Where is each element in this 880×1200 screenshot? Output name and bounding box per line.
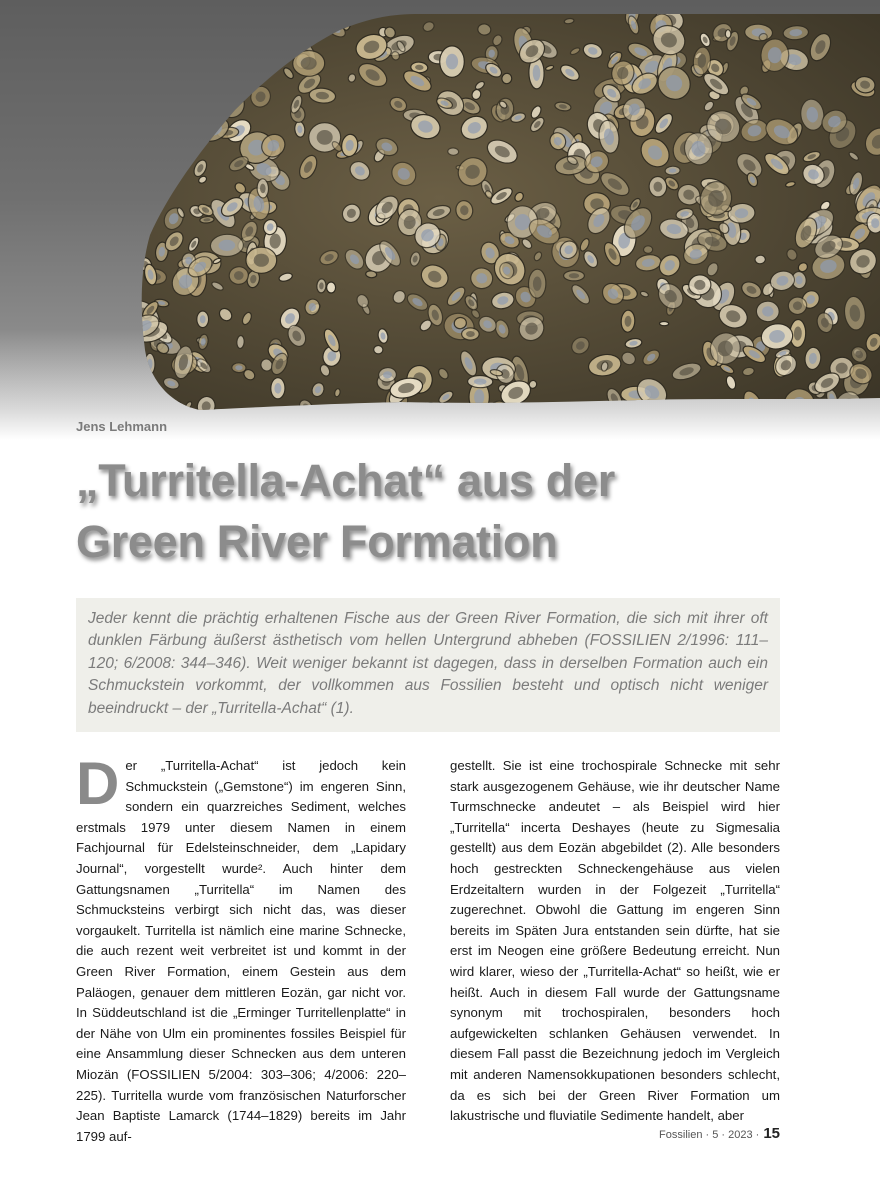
shell-chamber [200,315,206,323]
body-text-left [76,750,406,1147]
shell-section [266,68,275,73]
shell-section [169,113,187,136]
shell-chamber [229,52,249,71]
shell-chamber [256,29,269,41]
shell-chamber [143,184,151,197]
shell-section [161,94,186,120]
shell-chamber [203,87,219,99]
shell-chamber [201,27,212,39]
shell-chamber [344,17,349,26]
author-name: Jens Lehmann [76,419,168,434]
shell-section [139,17,152,25]
title-line-2: Green River Formation [76,516,558,567]
shell-chamber [152,145,166,156]
shell-chamber [474,389,484,405]
shell-chamber [316,7,337,27]
shell-section [327,282,336,293]
shell-chamber [137,46,150,58]
turritella-agate-slab-image [0,0,880,440]
shell-section [744,398,756,410]
shell-section [131,40,157,64]
shell-chamber [193,21,212,39]
shell-section [249,23,275,48]
abstract-box [76,598,780,732]
shell-chamber [154,50,172,67]
shell-section [236,335,244,348]
page-number: 15 [763,1125,780,1142]
shell-chamber [163,38,175,50]
shell-chamber [492,403,503,414]
shell-section [159,70,169,78]
shell-chamber [569,273,579,278]
shell-chamber [301,37,309,46]
title-line-1: „Turritella-Achat“ aus der [76,455,615,506]
body-text-left-content: er „Turritella-Achat“ ist jedoch kein Schmuckstein („Gemstone“) im engeren Sinn, sondern ein quarzreiches Sediment, welches erstmals 1979 unter diesem Namen in einem Fachjournal für Edelsteinschneider, dem „Lapidary Journal“, vorgestellt wurde². Auch hinter dem Gattungsnamen „Turritella“ im Namen des Schmucksteins verbirgt sich nicht das, was dieser vorgaukelt. Turritella ist nämlich eine marine Schnecke, die auch rezent weit verbreitet ist und kommt in der Green River Formation, einem Gestein aus dem Paläogen, genauer dem mittleren Eozän, gar nicht vor. In Süddeutschland ist die „Erminger Turritellenplatte“ in der Nähe von Ulm ein prominentes fossiles Beispiel für eine Ansammlung dieser Schnecken aus dem unteren Miozän (FOSSILIEN 5/2004: 303–306; 4/2006: 220–225). Turritella wurde vom französischen Naturforscher Jean Baptiste Lamarck (1744–1829) bereits im Jahr 1799 auf- [76,758,406,1144]
shell-section [139,178,156,203]
shell-section [130,81,154,108]
hero-fossil-photo [0,0,880,440]
shell-chamber [193,15,207,29]
shell-section [142,77,165,100]
shell-section [221,60,251,89]
shell-section [259,66,267,79]
shell-section [198,91,210,105]
shell-section [448,148,459,156]
shell-section [196,21,218,44]
shell-section [172,401,181,407]
shell-chamber [152,388,160,400]
shell-chamber [199,70,211,83]
shell-section [195,81,227,105]
shell-chamber [136,88,148,101]
shell-section [195,72,212,89]
shell-chamber [255,54,267,67]
shell-section [181,125,202,156]
shell-section [144,92,171,116]
shell-section [133,102,165,133]
shell-section [214,70,225,82]
shell-section [133,381,150,392]
shell-section [725,30,731,39]
shell-chamber [317,130,333,145]
shell-chamber [153,195,164,206]
shell-section [174,105,191,127]
shell-chamber [254,254,269,267]
shell-chamber [174,119,183,131]
shell-chamber [133,131,148,146]
shell-chamber [246,11,256,22]
shell-section [204,62,214,72]
shell-section [314,27,323,39]
shell-section [659,321,668,325]
shell-chamber [186,133,196,149]
shell-section [145,41,181,76]
shell-chamber [260,24,281,44]
body-column-left [76,750,406,1147]
body-text-right: gestellt. Sie ist eine trochospirale Schnecke mit sehr stark ausgezogenem Gehäuse, wie ihr deutscher Name Turmschnecke andeutet – als Beispiel wird hier „Turritella“ incerta Deshayes (heute zu Sigmesalia gestellt) aus dem Eozän abgebildet (2). Alle besonders hoch gestreckten Schneckengehäuse aus vielen Erdzeitaltern wurden in der Folgezeit „Turritella“ zugerechnet. Obwohl die Gattung im engeren Sinn bereits im Späten Jura entstanden sein dürfte, hat sie erst im Neogen eine größere Bedeutung erreicht. Nun wird klarer, wieso der „Turritella-Achat“ so heißt, wie er heißt. Auch in diesem Fall wurde der Gattungsname synonym mit trochospiralen, besonders hoch aufgewickelten schlanken Gehäusen verwendet. In diesem Fall passt die Bezeichnung jedoch im Vergleich mit anderen Namensokkupationen besonders schlecht, da es sich bei der Green River Formation um lakustrische und fluviatile Sedimente handelt, aber [450,758,780,1124]
shell-section [177,60,198,77]
shell-chamber [178,110,186,121]
shell-section [246,60,265,80]
shell-chamber [446,54,458,70]
page-footer [659,1125,780,1142]
shell-section [425,402,437,417]
shell-chamber [251,65,261,75]
shell-section [197,38,220,66]
shell-section [186,9,214,36]
shell-chamber [168,100,180,113]
shell-section [248,47,273,72]
shell-section [151,112,173,131]
abstract-text: Jeder kennt die prächtig erhaltenen Fische aus der Green River Formation, die sich mit ihrer oft dunklen Färbung äußerst ästhetisch vom hellen Untergrund abheben (FOSSILIEN 2/1996: 111–120; 6/2008: 344–346). Weit weniger bekannt ist dagegen, dass in derselben Formation auch ein Schmuckstein vorkommt, der vollkommen aus Fossilien besteht und optisch nicht weniger beeindruckt – der „Turritella-Achat“ (1). [88,610,768,717]
shell-chamber [203,45,215,59]
shell-section [193,64,218,90]
shell-section [373,345,383,354]
shell-section [157,32,181,57]
shell-chamber [641,403,651,413]
shell-chamber [142,110,158,126]
journal-issue: Fossilien · 5 · 2023 · [659,1129,760,1141]
shell-section [755,255,766,264]
shell-section [636,398,656,419]
shell-section [231,3,260,32]
shell-chamber [239,10,254,24]
shell-section [145,139,172,162]
shell-chamber [138,384,146,389]
shell-section [250,14,291,54]
shell-section [131,174,158,198]
shell-chamber [152,174,163,188]
shell-section [153,141,169,156]
drop-cap: D [76,750,120,817]
shell-section [202,130,211,140]
shell-chamber [148,83,159,95]
shell-section [157,82,178,105]
shell-section [241,5,260,27]
body-column-right [450,756,780,1127]
shell-chamber [138,180,152,192]
shell-chamber [156,117,167,126]
shell-chamber [183,64,193,72]
article-title [76,450,836,572]
shell-chamber [229,67,244,81]
shell-chamber [150,98,164,110]
shell-section [183,155,190,165]
shell-section [643,246,652,254]
shell-section [146,167,168,195]
shell-section [125,123,155,154]
shell-section [184,12,222,48]
shell-section [220,42,259,80]
shell-chamber [162,88,173,99]
